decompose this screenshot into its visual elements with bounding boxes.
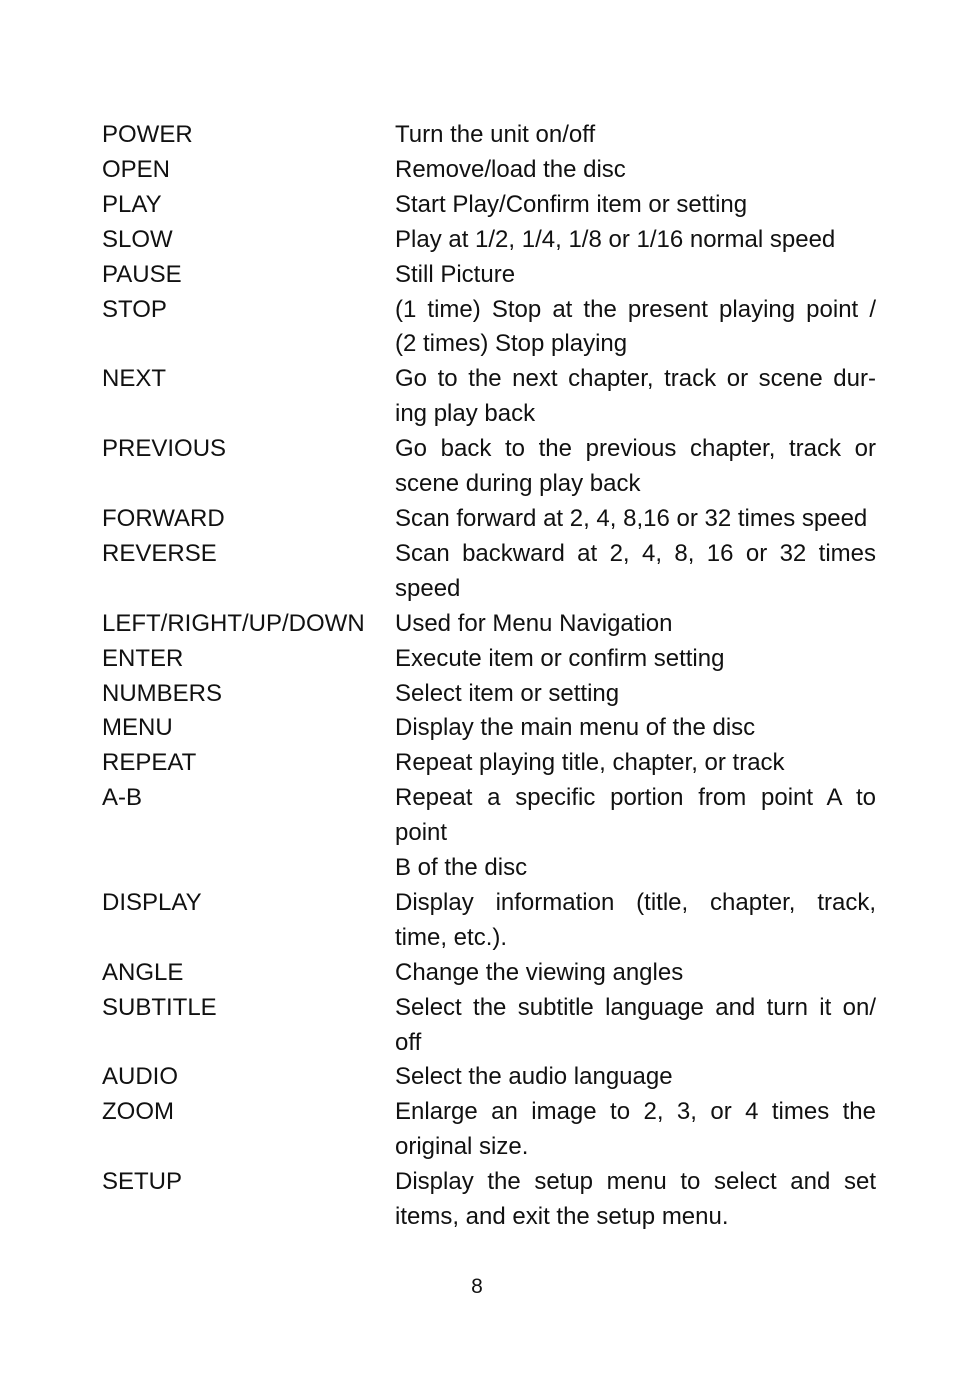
button-description: [395, 991, 876, 1061]
button-name: OPEN: [102, 155, 171, 183]
button-name: SETUP: [102, 1168, 183, 1196]
table-row: [102, 1165, 876, 1235]
button-name: LEFT/RIGHT/UP/DOWN: [102, 609, 365, 637]
table-row: [102, 886, 876, 956]
button-function-table: [102, 118, 876, 1235]
button-name: ANGLE: [102, 958, 184, 986]
button-description: [395, 711, 876, 746]
description-line: Change the viewing angles: [395, 958, 684, 986]
description-line: Scan backward at 2, 4, 8, 16 or 32 times: [395, 539, 876, 567]
description-line: Play at 1/2, 1/4, 1/8 or 1/16 normal speed: [395, 225, 836, 253]
button-name: SUBTITLE: [102, 993, 217, 1021]
description-line: Display the setup menu to select and set: [395, 1168, 876, 1196]
description-line: speed: [395, 574, 461, 602]
table-row: [102, 991, 876, 1061]
description-line: original size.: [395, 1133, 529, 1161]
description-line: Select item or setting: [395, 679, 620, 707]
button-name: REVERSE: [102, 539, 217, 567]
description-line: Repeat playing title, chapter, or track: [395, 749, 785, 777]
button-description: [395, 1060, 876, 1095]
table-row: [102, 153, 876, 188]
description-line: Go to the next chapter, track or scene dur-: [395, 365, 876, 393]
table-row: [102, 362, 876, 432]
button-name: FORWARD: [102, 504, 225, 532]
table-row: [102, 746, 876, 781]
button-description: [395, 223, 876, 258]
table-row: [102, 642, 876, 677]
button-name: ENTER: [102, 644, 184, 672]
description-line: Turn the unit on/off: [395, 121, 596, 148]
table-row: [102, 258, 876, 293]
button-description: [395, 293, 876, 363]
button-name: A-B: [102, 784, 143, 812]
description-line: Go back to the previous chapter, track or: [395, 435, 876, 463]
description-line: (1 time) Stop at the present playing point /: [395, 295, 876, 323]
button-name: NEXT: [102, 365, 167, 393]
table-row: [102, 677, 876, 712]
table-row: [102, 223, 876, 258]
button-name: PLAY: [102, 190, 162, 218]
description-line: items, and exit the setup menu.: [395, 1203, 729, 1231]
button-name: SLOW: [102, 225, 173, 253]
button-name: AUDIO: [102, 1063, 179, 1091]
button-description: [395, 118, 876, 153]
button-name: NUMBERS: [102, 679, 223, 707]
table-row: [102, 537, 876, 607]
table-row: [102, 432, 876, 502]
button-description: [395, 956, 876, 991]
button-description: [395, 781, 876, 886]
button-description: [395, 746, 876, 781]
description-line: Start Play/Confirm item or setting: [395, 190, 748, 218]
button-description: [395, 362, 876, 432]
description-line: time, etc.).: [395, 923, 508, 951]
button-description: [395, 537, 876, 607]
button-name: REPEAT: [102, 749, 197, 777]
button-description: [395, 258, 876, 293]
button-name: POWER: [102, 121, 193, 148]
table-row: [102, 1060, 876, 1095]
description-line: Used for Menu Navigation: [395, 609, 673, 637]
description-line: B of the disc: [395, 854, 528, 882]
table-row: [102, 1095, 876, 1165]
button-name: MENU: [102, 714, 173, 742]
description-line: Display the main menu of the disc: [395, 714, 756, 742]
table-row: [102, 502, 876, 537]
description-line: Repeat a specific portion from point A to point: [395, 784, 876, 847]
description-line: Select the subtitle language and turn it on/: [395, 993, 876, 1021]
table-row: [102, 293, 876, 363]
description-line: Enlarge an image to 2, 3, or 4 times the: [395, 1098, 876, 1126]
description-line: Select the audio language: [395, 1063, 673, 1091]
button-name: DISPLAY: [102, 888, 202, 916]
table-row: [102, 188, 876, 223]
button-description: [395, 677, 876, 712]
button-name: PREVIOUS: [102, 435, 227, 463]
button-description: [395, 642, 876, 677]
button-name: ZOOM: [102, 1098, 174, 1126]
button-description: [395, 607, 876, 642]
button-description: [395, 886, 876, 956]
description-line: Display information (title, chapter, track,: [395, 888, 876, 916]
button-description: [395, 1095, 876, 1165]
description-line: scene during play back: [395, 470, 641, 498]
description-line: Scan forward at 2, 4, 8,16 or 32 times speed: [395, 504, 868, 532]
table-row: [102, 711, 876, 746]
description-line: off: [395, 1028, 422, 1056]
table-row: [102, 781, 876, 886]
table-row: [102, 956, 876, 991]
description-line: (2 times) Stop playing: [395, 330, 628, 358]
button-description: [395, 502, 876, 537]
table-row: [102, 118, 876, 153]
button-description: [395, 1165, 876, 1235]
description-line: Remove/load the disc: [395, 155, 626, 183]
description-line: Execute item or confirm setting: [395, 644, 725, 672]
description-line: ing play back: [395, 400, 536, 428]
button-description: [395, 153, 876, 188]
button-description: [395, 188, 876, 223]
button-name: PAUSE: [102, 260, 182, 288]
page-number: 8: [471, 1275, 483, 1298]
button-name: STOP: [102, 295, 167, 323]
button-description: [395, 432, 876, 502]
description-line: Still Picture: [395, 260, 516, 288]
table-row: [102, 607, 876, 642]
